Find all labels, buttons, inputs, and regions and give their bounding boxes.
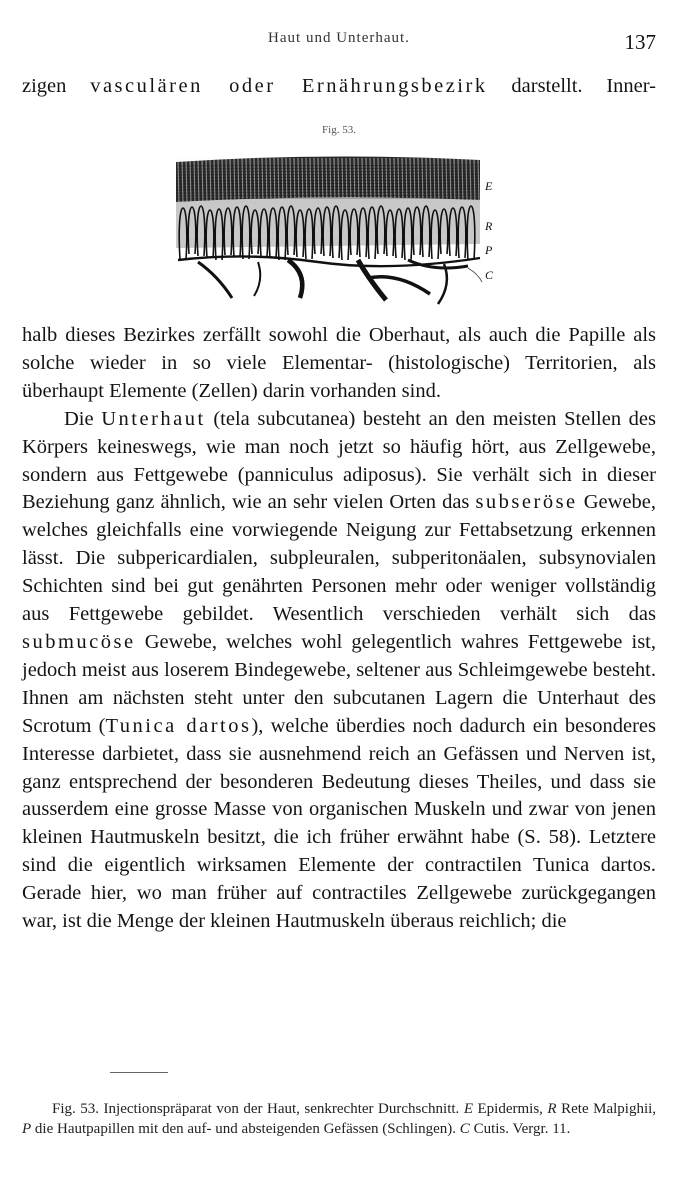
running-header xyxy=(0,30,678,52)
figure-label: Fig. 53. xyxy=(322,124,356,136)
page-number: 137 xyxy=(624,30,656,54)
first-line-end: darstellt. Inner- xyxy=(511,75,657,97)
text-run: Die xyxy=(64,407,94,430)
text-run: (tela subcutanea) besteht an den meisten Stellen des Körpers keineswegs, wie man noch jetzt so häufig hört, aus Zellgewebe, sondern aus Fettgewebe (panniculus adiposus). Sie verhält sich in dieser Beziehung ganz ähnlich, wie an sehr vielen Orten das xyxy=(22,407,657,514)
caption-text: Epidermis, xyxy=(477,1101,543,1117)
footnote-rule xyxy=(110,1072,168,1073)
epidermis-layer xyxy=(176,156,480,248)
continuation-line xyxy=(22,72,656,100)
text-run: Gewebe, welches gleichfalls eine vorwiegende Neigung zur Fettabsetzung erkennen lässt. Die subpericardialen, subpleuralen, subperitonäalen, subsynovialen Schichten sind bei gut genährten Personen mehr oder weniger vollständig aus Fettgewebe gebildet. Wesentlich verschieden verhält sich das xyxy=(22,491,656,626)
caption-letter: R xyxy=(547,1101,557,1117)
caption-text: Cutis. Vergr. 11. xyxy=(473,1120,571,1137)
caption-letter: P xyxy=(22,1120,32,1137)
first-line-word: zigen xyxy=(22,75,67,97)
spaced-emphasis: Unterhaut xyxy=(101,407,206,430)
figure-53-illustration xyxy=(168,148,508,310)
spaced-emphasis: vasculären oder Ernährungsbezirk xyxy=(90,75,488,97)
paragraph-1: halb dieses Bezirkes zerfällt sowohl die Oberhaut, als auch die Papille als solche wieder in so viele Elementar- (histologische) Territorien, als überhaupt Elemente (Zellen) darin vorhanden sind. xyxy=(22,324,656,402)
spaced-emphasis: submucöse xyxy=(22,630,136,653)
caption-letter: E xyxy=(463,1101,473,1117)
text-run: Gewebe, welches wohl gelegentlich wahres Fettgewebe ist, jedoch meist aus loserem Bindegewebe, seltener aus Schleimgewebe besteht. Ihnen am nächsten steht unter den subcutanen Lagern die Unterhaut des Scrotum ( xyxy=(22,630,656,737)
paragraph-2 xyxy=(22,406,656,936)
running-title: Haut und Unterhaut. xyxy=(268,30,410,46)
figure-letter-c: C xyxy=(485,268,494,282)
spaced-emphasis: Tunica dartos xyxy=(105,714,252,737)
figure-caption xyxy=(22,1100,656,1139)
figure-letter-e: E xyxy=(485,179,493,193)
body-text xyxy=(22,322,656,936)
figure-letter-r: R xyxy=(485,219,493,233)
figure-letter-p: P xyxy=(485,243,493,257)
spaced-emphasis: subseröse xyxy=(475,491,578,514)
caption-letter: C xyxy=(459,1120,470,1137)
text-run: ), welche überdies noch dadurch ein besonderes Interesse darbietet, dass sie ausnehmend reich an Gefässen und Nerven ist, ganz entsprechend der besonderen Bedeutung dieses Theiles, und dass sie ausserdem eine grosse Masse von organischen Muskeln und zwar von jenen kleinen Hautmuskeln besitzt, die ich früher erwähnt habe (S. 58). Letztere sind die eigentlich wirksamen Elemente der contractilen Tunica dartos. Gerade hier, wo man früher auf contractiles Zellgewebe zurückgegangen war, ist die Menge der kleinen Hautmuskeln überaus reichlich; die xyxy=(22,714,657,933)
caption-text: Fig. 53. Injectionspräparat von der Haut, senkrechter Durchschnitt. xyxy=(52,1101,460,1117)
caption-text: Rete Malpighii, xyxy=(561,1101,657,1117)
skin-section-drawing xyxy=(168,148,508,310)
caption-text: die Hautpapillen mit den auf- und absteigenden Gefässen (Schlingen). xyxy=(34,1120,457,1137)
